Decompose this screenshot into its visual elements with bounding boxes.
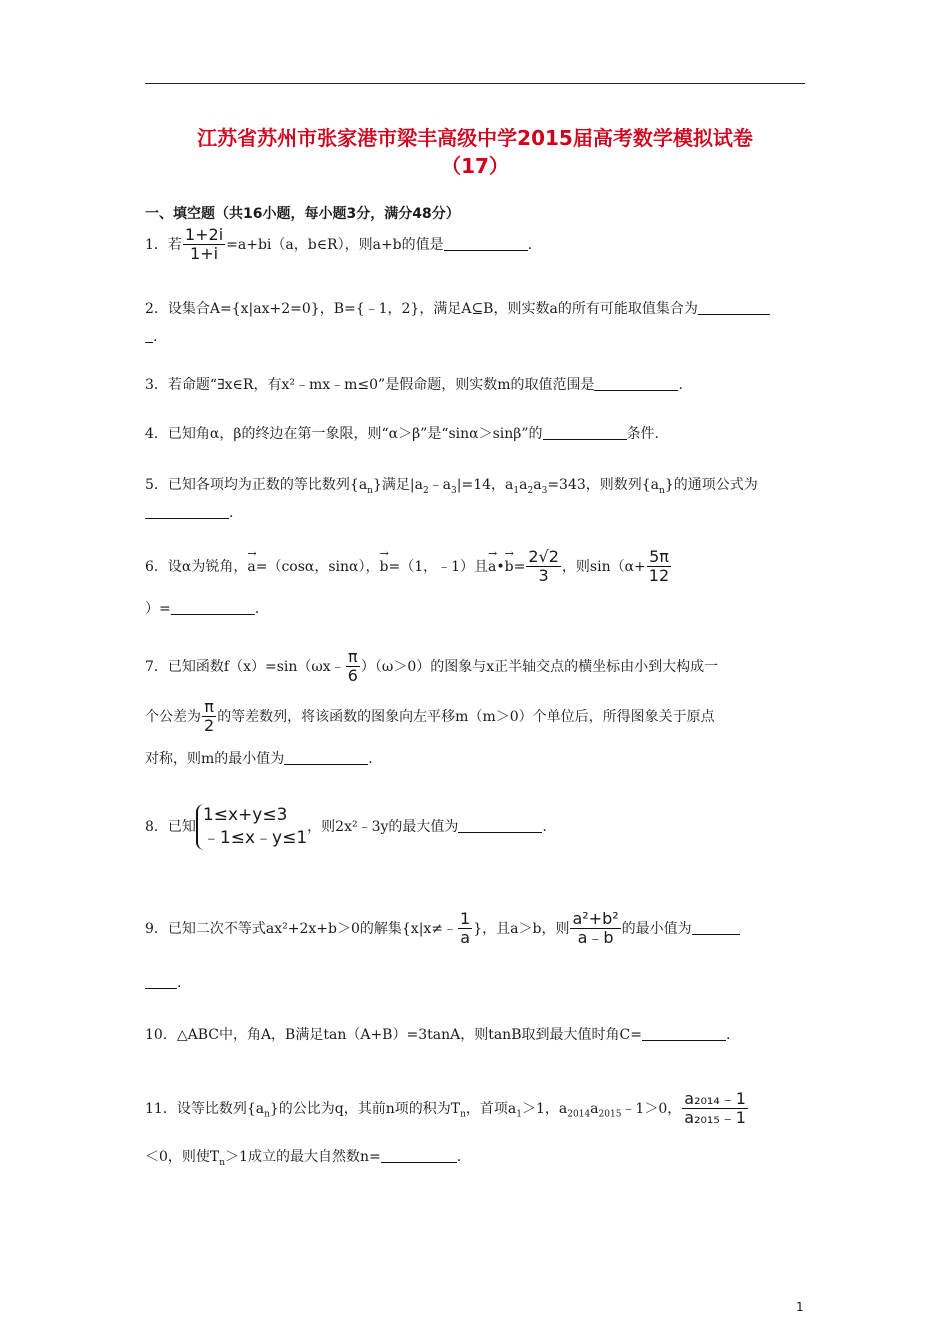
answer-blank[interactable] (594, 376, 678, 391)
answer-blank[interactable] (458, 818, 542, 833)
q4-text: 4．已知角α，β的终边在第一象限，则“α＞β”是“sinα＞sinβ”的 (145, 426, 543, 442)
page-number: 1 (796, 1300, 804, 1314)
q9-numerator-2: a²+b² (572, 909, 619, 928)
q11-text-h: ＞1成立的最大自然数n= (225, 1149, 381, 1165)
question-9-cont (145, 972, 807, 996)
answer-blank[interactable] (698, 300, 770, 315)
q11-numerator: a₂₀₁₄﹣1 (684, 1089, 746, 1108)
question-2-cont (145, 326, 807, 350)
answer-blank[interactable] (444, 236, 528, 251)
question-11 (145, 1090, 807, 1128)
q11-sub: 1 (516, 1109, 522, 1120)
q7-text-e: 对称，则m的最小值为 (145, 751, 285, 767)
q7-end: . (368, 751, 373, 767)
q6-text-b: =（cosα，sinα）， (255, 558, 380, 575)
q7-denominator-2: 2 (204, 716, 215, 736)
q6-numerator: 2√2 (528, 547, 559, 566)
vector-b: → b (505, 556, 514, 580)
question-1 (145, 226, 807, 264)
q6-eq: = (513, 558, 526, 575)
q9-text-c: 的最小值为 (621, 920, 692, 937)
q6-text-e: ）= (145, 601, 171, 617)
q8-text-b: ，则2x²﹣3y的最大值为 (307, 818, 459, 835)
q5-text-h: }的通项公式为 (664, 477, 758, 493)
q7-numerator: π (346, 648, 360, 667)
q9-fraction (458, 910, 472, 948)
q1-fraction (183, 226, 225, 264)
q6-end: . (254, 601, 260, 617)
answer-blank[interactable] (171, 600, 255, 615)
q3-text: 3．若命题“∃x∈R，有x²﹣mx﹣m≤0”是假命题，则实数m的取值范围是 (145, 377, 595, 393)
answer-blank[interactable] (381, 1148, 457, 1163)
top-rule (145, 83, 805, 84)
q6-dot: • (496, 558, 505, 575)
q11-sub: n (264, 1109, 270, 1120)
question-5 (145, 474, 807, 499)
answer-blank-cont[interactable] (145, 328, 153, 343)
q5-sub: 2 (527, 485, 534, 496)
question-3 (145, 374, 807, 398)
q11-denominator: a₂₀₁₅﹣1 (684, 1108, 746, 1128)
q6-denominator-2: 12 (648, 566, 670, 586)
q6-fraction (526, 548, 561, 586)
q1-text: 1．若 (145, 236, 182, 253)
q8-line-1: 1≤x+y≤3 (202, 805, 288, 825)
q6-text-c: =（1，﹣1）且 (388, 558, 489, 575)
q1-end: . (527, 236, 533, 253)
q7-text-c: 个公差为 (145, 708, 201, 725)
question-7-line3 (145, 748, 807, 772)
q11-text-d: ＞1，a (522, 1100, 568, 1117)
question-11-cont (145, 1146, 807, 1171)
answer-blank[interactable] (543, 425, 627, 440)
q11-sub: 2015 (598, 1109, 622, 1120)
page-title-line2: （17） (441, 154, 509, 178)
q6-numerator-2: 5π (647, 548, 671, 567)
q8-text: 8．已知 (145, 818, 196, 835)
q9-text: 9．已知二次不等式ax²+2x+b＞0的解集{x|x≠﹣ (145, 920, 458, 937)
q5-sub: 3 (541, 485, 548, 496)
q2-end: . (153, 329, 158, 345)
q1-numerator: 1+2i (184, 225, 224, 244)
q6-text-d: ，则sin（α+ (561, 558, 646, 575)
q10-end: . (725, 1027, 731, 1043)
vector-a: → a (488, 556, 496, 580)
q9-denominator: a (460, 928, 471, 948)
q7-numerator-2: π (202, 698, 216, 717)
q11-text-e: a (590, 1100, 599, 1117)
vector-a: → a (247, 556, 255, 580)
q9-text-b: }，且a＞b，则 (473, 920, 570, 937)
question-6 (145, 548, 807, 586)
q9-fraction-2 (570, 910, 620, 948)
q11-text-c: ，首项a (465, 1100, 517, 1117)
q5-sub: 1 (513, 485, 520, 496)
vector-b: → b (380, 556, 389, 580)
q1-text-2: =a+bi（a，b∈R），则a+b的值是 (226, 236, 444, 253)
answer-blank[interactable] (284, 750, 368, 765)
q2-text: 2．设集合A={x|ax+2=0}，B={﹣1，2}，满足A⊆B，则实数a的所有可能取值集合为 (145, 301, 698, 317)
q7-fraction (346, 648, 360, 686)
q9-denominator-2: a﹣b (577, 928, 614, 948)
q9-numerator: 1 (460, 909, 471, 928)
q5-sub: 2 (422, 485, 429, 496)
q7-text: 7．已知函数f（x）=sin（ωx﹣ (145, 658, 345, 675)
q4-text-2: 条件. (626, 426, 659, 442)
q7-text-b: ）（ω＞0）的图象与x正半轴交点的横坐标由小到大构成一 (360, 658, 719, 675)
q1-denominator: 1+i (190, 244, 219, 264)
answer-blank[interactable] (642, 1026, 726, 1041)
question-5-cont (145, 502, 807, 526)
q7-denominator: 6 (347, 666, 358, 686)
q5-text-g: =343，则数列{a (547, 477, 660, 493)
answer-blank-cont[interactable] (145, 974, 177, 989)
section-heading: 一、填空题（共16小题，每小题3分，满分48分） (145, 206, 460, 222)
q6-fraction-2 (647, 548, 671, 586)
q5-text-c: ﹣a (428, 477, 452, 493)
q11-sub: 2014 (567, 1109, 591, 1120)
q8-line-2: ﹣1≤x﹣y≤1 (202, 827, 308, 848)
question-2 (145, 298, 807, 322)
page-title-line1: 江苏省苏州市张家港市梁丰高级中学2015届高考数学模拟试卷 (197, 126, 753, 150)
q5-text-e: a (519, 477, 528, 493)
question-10 (145, 1024, 807, 1048)
answer-blank[interactable] (145, 504, 229, 519)
q3-end: . (678, 377, 683, 393)
answer-blank[interactable] (692, 920, 740, 935)
q11-text-b: }的公比为q，其前n项的积为T (269, 1100, 461, 1117)
q11-text: 11．设等比数列{a (145, 1100, 265, 1117)
q7-fraction-2 (202, 698, 216, 736)
q11-text-f: ﹣1＞0， (621, 1100, 682, 1117)
q6-text: 6．设α为锐角， (145, 558, 248, 575)
q6-denominator: 3 (538, 566, 549, 586)
q10-text: 10．△ABC中，角A，B满足tan（A+B）=3tanA，则tanB取到最大值时角C= (145, 1027, 642, 1043)
q11-sub: n (219, 1157, 226, 1168)
q8-end: . (542, 818, 547, 835)
question-6-cont (145, 598, 807, 622)
q9-end: . (177, 975, 182, 991)
q5-text-d: |=14，a (456, 477, 514, 493)
q11-end: . (456, 1149, 462, 1165)
question-4 (145, 423, 807, 447)
q5-sub: n (659, 485, 665, 496)
q11-fraction (682, 1090, 748, 1128)
inequality-system (196, 804, 307, 850)
q11-sub: n (460, 1109, 466, 1120)
q7-text-d: 的等差数列，将该函数的图象向左平移m（m＞0）个单位后，所得图象关于原点 (217, 708, 715, 725)
question-7-line2 (145, 698, 807, 736)
q5-text: 5．已知各项均为正数的等比数列{a (145, 477, 368, 493)
q5-text-f: a (533, 477, 542, 493)
question-8 (145, 804, 807, 850)
question-7 (145, 648, 807, 686)
q5-sub: 3 (451, 485, 457, 496)
q5-text-b: }满足|a (372, 477, 423, 493)
question-9 (145, 910, 807, 948)
q5-sub: n (367, 485, 373, 496)
q5-end: . (229, 505, 234, 521)
q11-text-g: ＜0，则使T (145, 1149, 220, 1165)
